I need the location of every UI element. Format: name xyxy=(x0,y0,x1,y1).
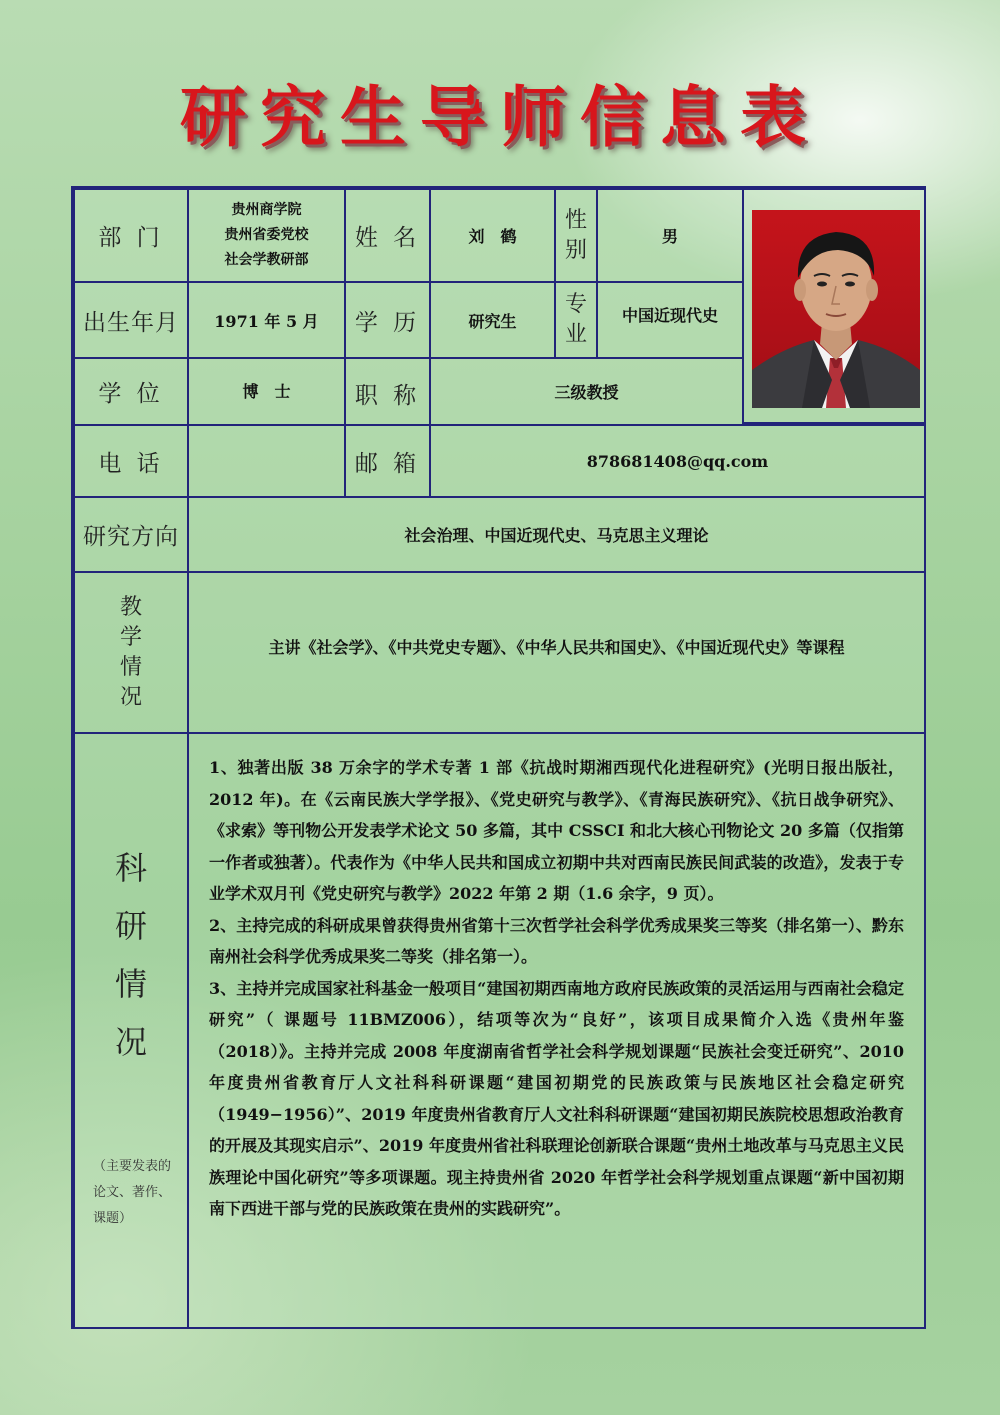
department-line-3: 社会学教研部 xyxy=(224,252,309,268)
research-paragraph-2: 2、主持完成的科研成果曾获得贵州省第十三次哲学社会科学优秀成果奖三等奖（排名第一）、黔东南州社会科学优秀成果奖二等奖（排名第一）。 xyxy=(209,915,904,966)
teaching-label: 教 学 情 况 xyxy=(73,571,189,734)
research-label-cell xyxy=(73,732,189,1329)
phone-label: 电 话 xyxy=(73,424,189,498)
teaching-value: 主讲《社会学》、《中共党史专题》、《中华人民共和国史》、《中国近现代史》等课程 xyxy=(187,571,926,734)
name-label: 姓 名 xyxy=(344,188,431,283)
phone-value xyxy=(187,424,346,498)
research-value-cell xyxy=(187,732,926,1329)
research-note: （主要发表的论文、著作、课题） xyxy=(93,1159,172,1226)
research-direction-value: 社会治理、中国近现代史、马克思主义理论 xyxy=(187,496,926,573)
title-label: 职 称 xyxy=(344,357,431,426)
department-line-2: 贵州省委党校 xyxy=(224,227,309,243)
email-value: 878681408@qq.com xyxy=(429,424,926,498)
department-value xyxy=(187,188,346,283)
birth-label: 出生年月 xyxy=(73,281,189,359)
page-title: 研究生导师信息表 xyxy=(180,79,820,156)
birth-value: 1971 年 5 月 xyxy=(187,281,346,359)
portrait-photo xyxy=(752,210,920,408)
gender-value: 男 xyxy=(596,188,744,283)
research-paragraph-1: 1、独著出版 38 万余字的学术专著 1 部《抗战时期湘西现代化进程研究》(光明日报出版社，2012 年)。在《云南民族大学学报》、《党史研究与教学》、《青海民族研究》、《抗日战争研究》、《求索》等刊物公开发表学术论文 50 多篇，其中 CSSCI 和北大核心刊物论文 20 多篇（仅指第一作者或独著）。代表作为《中华人民共和国成立初期中共对西南民族民间武装的改造》，发表于专业学术双月刊《党史研究与教学》2022 年第 2 期（1.6 余字，9 页）。 xyxy=(209,758,904,903)
degree-value: 博 士 xyxy=(187,357,346,426)
department-label: 部 门 xyxy=(73,188,189,283)
degree-label: 学 位 xyxy=(73,357,189,426)
department-line-1: 贵州商学院 xyxy=(231,202,302,218)
education-label: 学 历 xyxy=(344,281,431,359)
portrait-image xyxy=(752,210,920,408)
education-value: 研究生 xyxy=(429,281,556,359)
major-label: 专 业 xyxy=(554,281,598,359)
info-table xyxy=(71,186,926,1329)
email-label: 邮 箱 xyxy=(344,424,431,498)
major-value: 中国近现代史 xyxy=(596,281,744,359)
name-value: 刘 鹤 xyxy=(429,188,556,283)
research-direction-label: 研究方向 xyxy=(73,496,189,573)
title-value: 三级教授 xyxy=(429,357,744,426)
research-text xyxy=(209,752,904,1225)
gender-label: 性 别 xyxy=(554,188,598,283)
research-label: 科 研 情 况 xyxy=(114,849,147,1061)
research-paragraph-3: 3、主持并完成国家社科基金一般项目“建国初期西南地方政府民族政策的灵活运用与西南社会稳定研究”（ 课题号 11BMZ006），结项等次为“良好”，该项目成果简介入选《贵州年鉴（2018）》。主持并完成 2008 年度湖南省哲学社会科学规划课题“民族社会变迁研究”、2010 年度贵州省教育厅人文社科科研课题“建国初期党的民族政策与民族地区社会稳定研究（1949−1956）”、2019 年度贵州省教育厅人文社科科研课题“建国初期民族院校思想政治教育的开展及其现实启示”、2019 年度贵州省社科联理论创新联合课题“贵州土地改革与马克思主义民族理论中国化研究”等多项课题。现主持贵州省 2020 年哲学社会科学规划重点课题“新中国初期南下西进干部与党的民族政策在贵州的实践研究”。 xyxy=(209,978,904,1218)
